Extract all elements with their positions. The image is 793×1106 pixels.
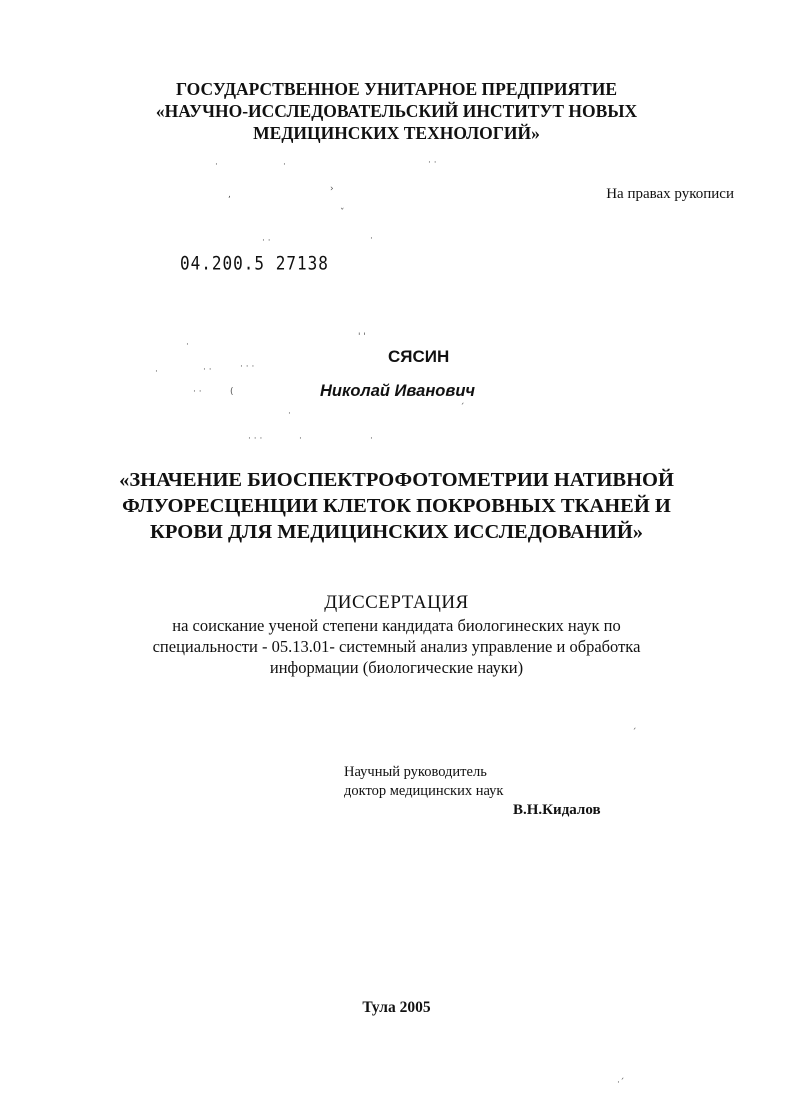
organization-line: МЕДИЦИНСКИХ ТЕХНОЛОГИЙ» <box>253 123 540 143</box>
organization-line: ГОСУДАРСТВЕННОЕ УНИТАРНОЕ ПРЕДПРИЯТИЕ <box>175 79 618 99</box>
scan-speck: · · · <box>248 434 263 444</box>
city-year: Тула 2005 <box>362 999 431 1016</box>
rights-note: На правах рукописи <box>606 186 734 202</box>
organization-header <box>0 78 793 144</box>
registration-number: 04.200.5 27138 <box>180 252 329 274</box>
scan-speck: › <box>330 184 334 194</box>
supervisor-role: Научный руководитель <box>344 764 487 780</box>
description-line: на соискание ученой степени кандидата биологинеских наук по <box>172 616 621 635</box>
scan-speck: ´ <box>632 728 637 738</box>
scan-speck: , <box>228 190 231 200</box>
scan-speck: · · <box>428 158 437 168</box>
scan-speck: · <box>370 434 373 444</box>
author-surname: СЯСИН <box>388 347 450 366</box>
degree-description <box>0 615 793 678</box>
scan-speck: · · <box>262 236 271 246</box>
scan-speck: · <box>370 234 373 244</box>
document-type: ДИССЕРТАЦИЯ <box>324 592 469 613</box>
scan-speck: · <box>155 367 158 377</box>
description-line: специальности - 05.13.01- системный анализ управление и обработка <box>152 637 641 656</box>
supervisor-name: В.Н.Кидалов <box>513 802 601 818</box>
scan-speck: · · <box>193 387 202 397</box>
scan-speck: · <box>215 160 218 170</box>
scan-speck: · <box>288 409 291 419</box>
thesis-title <box>0 467 793 545</box>
scan-speck: · · <box>203 365 212 375</box>
thesis-title-line: «ЗНАЧЕНИЕ БИОСПЕКТРОФОТОМЕТРИИ НАТИВНОЙ <box>119 469 674 491</box>
scan-speck: · <box>299 434 302 444</box>
scan-speck: ˇ <box>340 208 345 218</box>
author-name: Николай Иванович <box>320 382 476 400</box>
supervisor-degree: доктор медицинских наук <box>344 783 504 799</box>
scan-speck: ·´ <box>617 1078 625 1088</box>
thesis-title-line: ФЛУОРЕСЦЕНЦИИ КЛЕТОК ПОКРОВНЫХ ТКАНЕЙ И <box>122 495 671 517</box>
scan-speck: · <box>186 340 189 350</box>
description-line: информации (биологические науки) <box>269 658 524 677</box>
scan-speck: ( <box>230 387 234 397</box>
organization-line: «НАУЧНО-ИССЛЕДОВАТЕЛЬСКИЙ ИНСТИТУТ НОВЫХ <box>155 101 638 121</box>
scan-speck: ´ <box>460 403 465 413</box>
scan-speck: ' ' <box>358 332 366 342</box>
scan-speck: · · · <box>240 362 255 372</box>
thesis-title-line: КРОВИ ДЛЯ МЕДИЦИНСКИХ ИССЛЕДОВАНИЙ» <box>149 521 644 543</box>
scan-speck: · <box>283 160 286 170</box>
